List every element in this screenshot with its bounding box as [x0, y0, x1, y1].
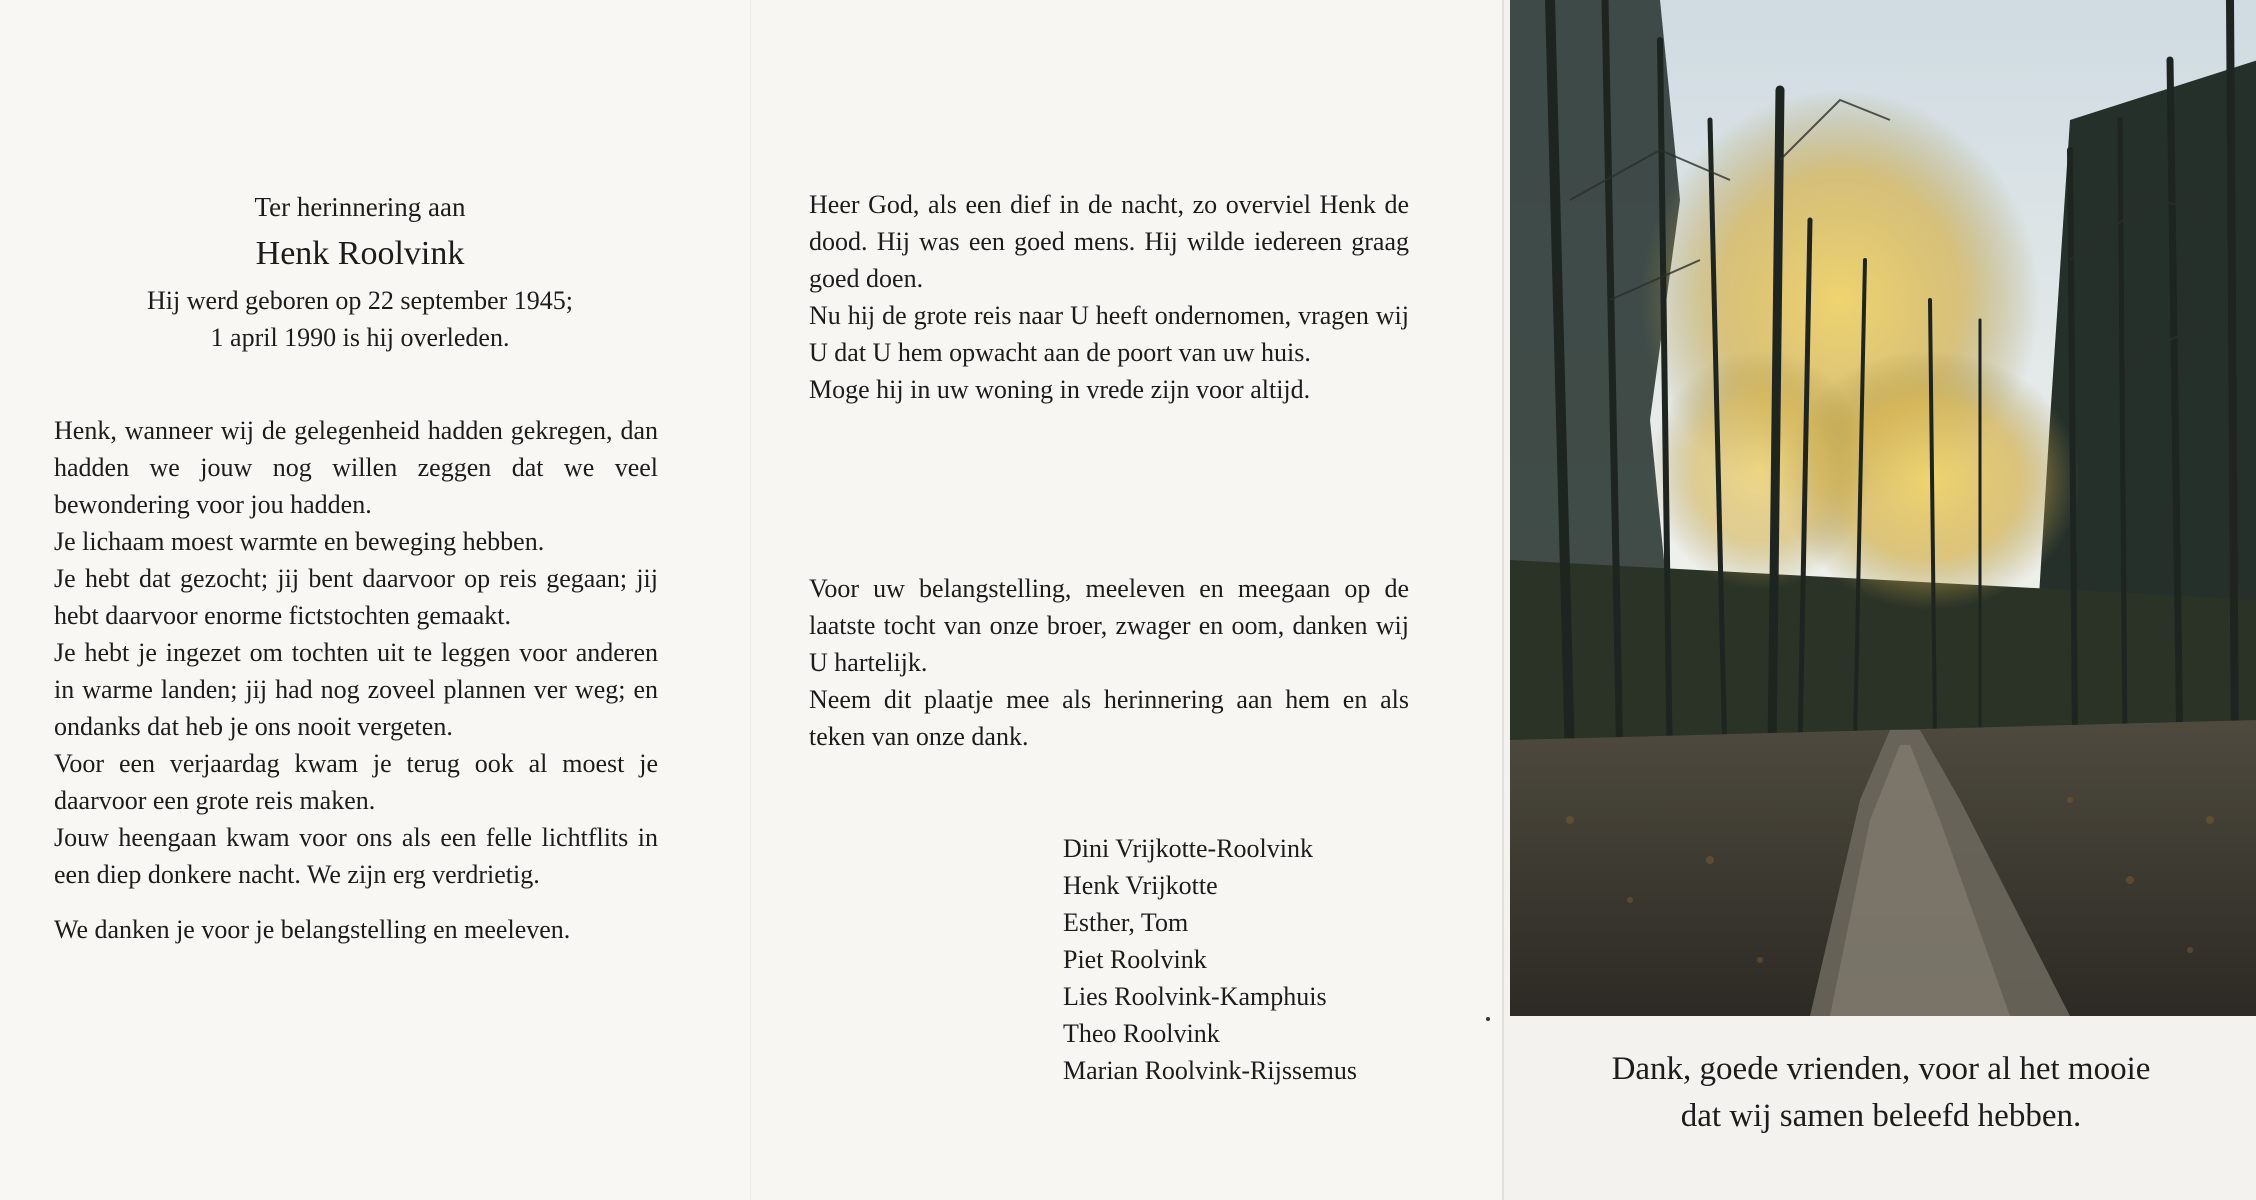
tribute-paragraph: Je hebt dat gezocht; jij bent daarvoor op reis gegaan; jij hebt daarvoor enorme fictstochten gemaakt.: [54, 564, 658, 630]
tribute-paragraph: Henk, wanneer wij de gelegenheid hadden gekregen, dan hadden we jouw nog willen zeggen dat we veel bewondering voor jou hadden.: [54, 416, 658, 519]
right-panel: [1502, 0, 2256, 1200]
signer-name: Theo Roolvink: [1063, 1019, 1220, 1048]
intro-title: Ter herinnering aan: [254, 192, 466, 222]
photo-caption: [1504, 1046, 2256, 1140]
prayer-paragraph: Nu hij de grote reis naar U heeft ondernomen, vragen wij U dat U hem opwacht aan de poort van uw huis.: [809, 301, 1409, 367]
signer-name: Esther, Tom: [1063, 908, 1189, 937]
signer-name: Marian Roolvink-Rijssemus: [1063, 1056, 1357, 1085]
family-signers: [1063, 830, 1357, 1089]
signer-name: Piet Roolvink: [1063, 945, 1207, 974]
tribute-paragraph: Je hebt je ingezet om tochten uit te leggen voor anderen in warme landen; jij had nog zoveel plannen ver weg; en ondanks dat heb je ons nooit vergeten.: [54, 638, 658, 741]
thanks-paragraph: Voor uw belangstelling, meeleven en meegaan op de laatste tocht van onze broer, zwager en oom, danken wij U hartelijk.: [809, 574, 1409, 677]
print-speck: [1486, 1017, 1490, 1021]
caption-line: Dank, goede vrienden, voor al het mooie: [1611, 1051, 2151, 1087]
autumn-forest-photo: [1510, 0, 2256, 1016]
deceased-name: Henk Roolvink: [255, 235, 465, 272]
signer-name: Lies Roolvink-Kamphuis: [1063, 982, 1327, 1011]
prayer-paragraph: Heer God, als een dief in de nacht, zo overviel Henk de dood. Hij was een goed mens. Hij wilde iedereen graag goed doen.: [809, 190, 1409, 293]
memorial-intro: [0, 188, 720, 356]
tribute-paragraph: Voor een verjaardag kwam je terug ook al moest je daarvoor een grote reis maken.: [54, 749, 658, 815]
birth-date-line: Hij werd geboren op 22 september 1945;: [146, 286, 573, 315]
signer-name: Henk Vrijkotte: [1063, 871, 1218, 900]
prayer-text: [809, 186, 1409, 408]
prayer-paragraph: Moge hij in uw woning in vrede zijn voor altijd.: [809, 375, 1311, 404]
death-date-line: 1 april 1990 is hij overleden.: [210, 323, 510, 352]
tribute-closing: We danken je voor je belangstelling en meeleven.: [54, 915, 571, 944]
left-panel: [0, 0, 750, 1200]
tribute-paragraph: Jouw heengaan kwam voor ons als een felle lichtflits in een diep donkere nacht. We zijn erg verdrietig.: [54, 823, 658, 889]
thanks-paragraph: Neem dit plaatje mee als herinnering aan hem en als teken van onze dank.: [809, 685, 1409, 751]
caption-line: dat wij samen beleefd hebben.: [1680, 1098, 2082, 1134]
life-dates: [0, 282, 720, 356]
tribute-text: [54, 412, 658, 948]
thanks-text: [809, 570, 1409, 755]
middle-panel: [750, 0, 1502, 1200]
signer-name: Dini Vrijkotte-Roolvink: [1063, 834, 1314, 863]
tribute-paragraph: Je lichaam moest warmte en beweging hebben.: [54, 527, 545, 556]
